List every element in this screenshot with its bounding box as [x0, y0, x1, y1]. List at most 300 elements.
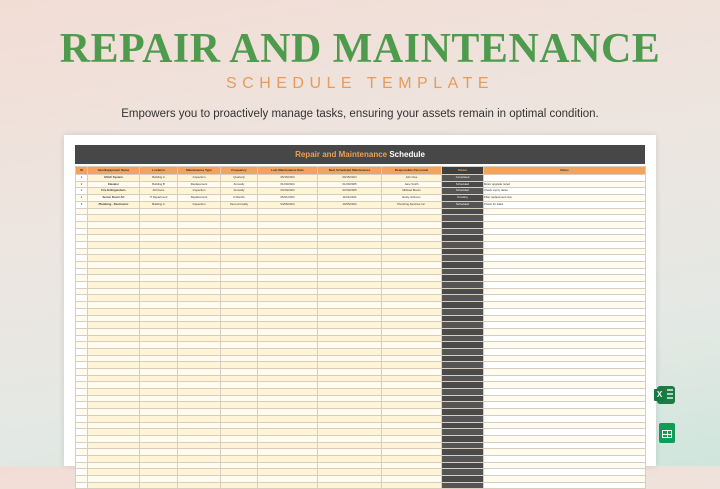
table-cell[interactable]	[221, 442, 258, 449]
table-cell[interactable]	[318, 362, 382, 369]
table-cell[interactable]	[178, 295, 221, 302]
table-cell[interactable]	[76, 442, 88, 449]
table-cell[interactable]	[258, 255, 318, 262]
table-cell[interactable]	[221, 295, 258, 302]
table-cell[interactable]: Check for leaks	[484, 201, 646, 208]
table-cell[interactable]	[140, 275, 178, 282]
table-cell[interactable]	[76, 369, 88, 376]
table-cell[interactable]	[382, 382, 442, 389]
table-cell[interactable]	[258, 402, 318, 409]
table-cell[interactable]	[140, 415, 178, 422]
table-cell[interactable]	[318, 422, 382, 429]
table-cell[interactable]	[258, 235, 318, 242]
table-cell[interactable]	[382, 442, 442, 449]
table-cell[interactable]	[76, 295, 88, 302]
table-cell[interactable]	[76, 389, 88, 396]
table-cell[interactable]	[140, 375, 178, 382]
table-cell[interactable]	[442, 355, 484, 362]
table-cell[interactable]	[484, 455, 646, 462]
table-cell[interactable]	[76, 469, 88, 476]
table-cell[interactable]	[382, 328, 442, 335]
table-cell[interactable]	[318, 348, 382, 355]
table-cell[interactable]	[442, 235, 484, 242]
table-cell[interactable]	[140, 409, 178, 416]
table-cell[interactable]: Semi-Annually	[221, 201, 258, 208]
table-cell[interactable]	[221, 455, 258, 462]
table-cell[interactable]	[382, 355, 442, 362]
table-cell[interactable]	[258, 362, 318, 369]
table-cell[interactable]	[88, 455, 140, 462]
table-cell[interactable]	[442, 389, 484, 396]
table-cell[interactable]	[76, 476, 88, 483]
table-cell[interactable]	[258, 442, 318, 449]
table-cell[interactable]	[221, 469, 258, 476]
table-cell[interactable]	[442, 482, 484, 489]
table-cell[interactable]	[484, 295, 646, 302]
table-cell[interactable]	[484, 482, 646, 489]
table-cell[interactable]	[442, 342, 484, 349]
table-cell[interactable]	[258, 435, 318, 442]
table-cell[interactable]	[88, 262, 140, 269]
table-cell[interactable]	[442, 449, 484, 456]
table-cell[interactable]	[140, 449, 178, 456]
table-cell[interactable]	[258, 455, 318, 462]
table-cell[interactable]	[484, 215, 646, 222]
table-cell[interactable]	[484, 442, 646, 449]
table-cell[interactable]	[140, 402, 178, 409]
table-cell[interactable]	[140, 215, 178, 222]
table-cell[interactable]	[76, 455, 88, 462]
table-cell[interactable]	[140, 221, 178, 228]
table-cell[interactable]	[178, 208, 221, 215]
table-cell[interactable]	[88, 369, 140, 376]
table-cell[interactable]	[76, 435, 88, 442]
table-cell[interactable]: Inspection	[178, 201, 221, 208]
table-cell[interactable]	[484, 235, 646, 242]
table-cell[interactable]: Building C	[140, 201, 178, 208]
table-cell[interactable]	[140, 355, 178, 362]
table-cell[interactable]	[382, 348, 442, 355]
table-cell[interactable]	[76, 382, 88, 389]
table-cell[interactable]: 03/10/2025	[318, 188, 382, 195]
table-cell[interactable]	[442, 308, 484, 315]
table-cell[interactable]	[88, 462, 140, 469]
table-cell[interactable]	[382, 255, 442, 262]
table-cell[interactable]	[178, 275, 221, 282]
table-cell[interactable]	[178, 455, 221, 462]
table-cell[interactable]	[442, 322, 484, 329]
table-cell[interactable]	[484, 308, 646, 315]
table-cell[interactable]	[484, 175, 646, 182]
table-cell[interactable]	[178, 362, 221, 369]
table-cell[interactable]	[178, 469, 221, 476]
table-cell[interactable]	[221, 302, 258, 309]
table-cell[interactable]	[140, 429, 178, 436]
table-cell[interactable]	[140, 302, 178, 309]
table-cell[interactable]	[258, 248, 318, 255]
table-cell[interactable]	[484, 208, 646, 215]
table-cell[interactable]	[178, 268, 221, 275]
table-cell[interactable]	[88, 429, 140, 436]
table-cell[interactable]	[258, 389, 318, 396]
table-cell[interactable]	[258, 262, 318, 269]
table-cell[interactable]	[178, 288, 221, 295]
table-cell[interactable]	[258, 335, 318, 342]
table-cell[interactable]	[442, 442, 484, 449]
table-cell[interactable]	[221, 375, 258, 382]
table-cell[interactable]	[318, 241, 382, 248]
table-cell[interactable]: Quarterly	[221, 175, 258, 182]
table-cell[interactable]	[178, 402, 221, 409]
table-cell[interactable]	[140, 455, 178, 462]
table-cell[interactable]	[178, 255, 221, 262]
table-cell[interactable]	[88, 308, 140, 315]
table-cell[interactable]	[484, 328, 646, 335]
table-cell[interactable]	[258, 208, 318, 215]
table-cell[interactable]	[442, 462, 484, 469]
table-cell[interactable]	[318, 369, 382, 376]
table-cell[interactable]: Michael Brown	[382, 188, 442, 195]
table-cell[interactable]: Elevator	[88, 181, 140, 188]
table-cell[interactable]	[140, 262, 178, 269]
google-sheets-icon[interactable]	[659, 423, 675, 443]
table-cell[interactable]	[382, 455, 442, 462]
table-cell[interactable]	[382, 342, 442, 349]
table-cell[interactable]	[484, 262, 646, 269]
table-cell[interactable]	[258, 415, 318, 422]
table-cell[interactable]	[318, 442, 382, 449]
table-cell[interactable]	[442, 435, 484, 442]
table-cell[interactable]	[442, 268, 484, 275]
table-cell[interactable]: Replacement	[178, 195, 221, 202]
table-cell[interactable]	[140, 322, 178, 329]
table-cell[interactable]	[88, 415, 140, 422]
table-cell[interactable]: 3	[76, 188, 88, 195]
table-cell[interactable]	[178, 409, 221, 416]
table-cell[interactable]	[382, 429, 442, 436]
table-cell[interactable]	[258, 315, 318, 322]
table-cell[interactable]	[76, 255, 88, 262]
table-cell[interactable]	[221, 315, 258, 322]
table-cell[interactable]	[76, 228, 88, 235]
table-cell[interactable]	[382, 288, 442, 295]
table-cell[interactable]: 06/15/2024	[258, 175, 318, 182]
table-cell[interactable]	[382, 362, 442, 369]
table-cell[interactable]	[484, 449, 646, 456]
table-cell[interactable]	[140, 335, 178, 342]
table-cell[interactable]	[88, 215, 140, 222]
table-cell[interactable]: Building B	[140, 181, 178, 188]
table-cell[interactable]: Replacement	[178, 181, 221, 188]
table-cell[interactable]	[88, 328, 140, 335]
table-cell[interactable]	[318, 375, 382, 382]
table-cell[interactable]	[221, 221, 258, 228]
table-cell[interactable]	[258, 476, 318, 483]
table-cell[interactable]	[382, 208, 442, 215]
table-cell[interactable]	[382, 476, 442, 483]
table-cell[interactable]	[484, 476, 646, 483]
table-cell[interactable]	[442, 228, 484, 235]
table-cell[interactable]	[221, 369, 258, 376]
table-cell[interactable]	[318, 435, 382, 442]
table-cell[interactable]	[484, 221, 646, 228]
table-cell[interactable]	[140, 469, 178, 476]
table-cell[interactable]	[484, 375, 646, 382]
table-cell[interactable]	[88, 355, 140, 362]
table-cell[interactable]	[178, 302, 221, 309]
table-cell[interactable]	[258, 382, 318, 389]
table-cell[interactable]	[178, 442, 221, 449]
table-cell[interactable]	[442, 335, 484, 342]
table-cell[interactable]	[258, 429, 318, 436]
table-cell[interactable]	[88, 382, 140, 389]
table-cell[interactable]	[258, 348, 318, 355]
table-cell[interactable]	[258, 288, 318, 295]
table-cell[interactable]	[442, 395, 484, 402]
table-cell[interactable]	[442, 255, 484, 262]
table-cell[interactable]	[140, 268, 178, 275]
table-cell[interactable]	[76, 275, 88, 282]
table-cell[interactable]	[318, 315, 382, 322]
table-cell[interactable]	[382, 275, 442, 282]
table-cell[interactable]: 2	[76, 181, 88, 188]
table-cell[interactable]	[382, 241, 442, 248]
table-cell[interactable]	[382, 228, 442, 235]
table-cell[interactable]: 6 Months	[221, 195, 258, 202]
table-cell[interactable]	[484, 315, 646, 322]
table-cell[interactable]	[442, 295, 484, 302]
table-cell[interactable]: IT Department	[140, 195, 178, 202]
table-cell[interactable]	[258, 469, 318, 476]
table-cell[interactable]	[318, 482, 382, 489]
table-cell[interactable]	[258, 268, 318, 275]
table-cell[interactable]	[318, 295, 382, 302]
table-cell[interactable]	[484, 409, 646, 416]
table-cell[interactable]	[484, 302, 646, 309]
table-cell[interactable]	[484, 322, 646, 329]
table-cell[interactable]	[88, 288, 140, 295]
table-cell[interactable]	[140, 255, 178, 262]
table-cell[interactable]	[318, 355, 382, 362]
table-cell[interactable]	[442, 262, 484, 269]
table-cell[interactable]	[76, 328, 88, 335]
table-cell[interactable]	[484, 241, 646, 248]
table-cell[interactable]	[258, 322, 318, 329]
table-cell[interactable]	[221, 415, 258, 422]
table-cell[interactable]	[140, 389, 178, 396]
table-cell[interactable]	[318, 328, 382, 335]
table-cell[interactable]	[221, 282, 258, 289]
table-cell[interactable]	[318, 402, 382, 409]
table-cell[interactable]	[178, 375, 221, 382]
table-cell[interactable]	[382, 375, 442, 382]
table-cell[interactable]	[318, 215, 382, 222]
table-cell[interactable]	[76, 449, 88, 456]
table-cell[interactable]	[76, 415, 88, 422]
table-cell[interactable]	[221, 215, 258, 222]
table-cell[interactable]: 04/05/2024	[258, 201, 318, 208]
table-cell[interactable]	[382, 469, 442, 476]
table-cell[interactable]	[76, 241, 88, 248]
table-cell[interactable]	[221, 476, 258, 483]
table-cell[interactable]	[442, 369, 484, 376]
table-cell[interactable]	[140, 282, 178, 289]
table-cell[interactable]	[76, 348, 88, 355]
table-cell[interactable]	[258, 449, 318, 456]
table-cell[interactable]	[88, 409, 140, 416]
table-cell[interactable]	[484, 255, 646, 262]
table-cell[interactable]	[221, 449, 258, 456]
table-cell[interactable]	[76, 308, 88, 315]
table-cell[interactable]	[442, 415, 484, 422]
table-cell[interactable]	[88, 322, 140, 329]
table-cell[interactable]	[442, 476, 484, 483]
table-cell[interactable]	[258, 295, 318, 302]
table-cell[interactable]	[221, 241, 258, 248]
table-cell[interactable]	[484, 288, 646, 295]
table-cell[interactable]	[178, 248, 221, 255]
table-cell[interactable]	[258, 282, 318, 289]
table-cell[interactable]	[221, 382, 258, 389]
table-cell[interactable]	[140, 328, 178, 335]
table-cell[interactable]	[88, 268, 140, 275]
table-cell[interactable]: Pending	[442, 195, 484, 202]
table-cell[interactable]	[178, 369, 221, 376]
table-cell[interactable]	[88, 482, 140, 489]
table-cell[interactable]	[178, 382, 221, 389]
table-cell[interactable]	[76, 362, 88, 369]
table-cell[interactable]: Emily Johnson	[382, 195, 442, 202]
table-cell[interactable]	[258, 342, 318, 349]
table-cell[interactable]: Fire Extinguishers	[88, 188, 140, 195]
table-cell[interactable]	[382, 315, 442, 322]
table-cell[interactable]	[140, 248, 178, 255]
table-cell[interactable]	[76, 262, 88, 269]
table-cell[interactable]	[442, 362, 484, 369]
table-cell[interactable]	[76, 395, 88, 402]
table-cell[interactable]	[318, 235, 382, 242]
table-cell[interactable]	[76, 355, 88, 362]
table-cell[interactable]	[258, 328, 318, 335]
table-cell[interactable]	[442, 402, 484, 409]
table-cell[interactable]	[382, 389, 442, 396]
table-cell[interactable]	[318, 429, 382, 436]
table-cell[interactable]	[221, 328, 258, 335]
table-cell[interactable]: Filter replacement due	[484, 195, 646, 202]
table-cell[interactable]: 1	[76, 175, 88, 182]
table-cell[interactable]	[258, 409, 318, 416]
table-cell[interactable]: HVAC System	[88, 175, 140, 182]
table-cell[interactable]	[484, 389, 646, 396]
table-cell[interactable]	[140, 288, 178, 295]
table-cell[interactable]	[140, 228, 178, 235]
table-cell[interactable]	[258, 241, 318, 248]
table-cell[interactable]	[382, 415, 442, 422]
table-cell[interactable]	[76, 315, 88, 322]
table-cell[interactable]	[76, 268, 88, 275]
table-cell[interactable]	[318, 409, 382, 416]
table-cell[interactable]	[221, 395, 258, 402]
table-cell[interactable]	[76, 322, 88, 329]
table-cell[interactable]	[484, 362, 646, 369]
table-cell[interactable]	[88, 469, 140, 476]
table-cell[interactable]	[140, 295, 178, 302]
table-cell[interactable]	[258, 375, 318, 382]
table-cell[interactable]	[318, 262, 382, 269]
table-cell[interactable]	[178, 482, 221, 489]
table-cell[interactable]	[221, 262, 258, 269]
table-cell[interactable]	[221, 235, 258, 242]
excel-icon[interactable]	[657, 386, 675, 404]
table-cell[interactable]	[442, 275, 484, 282]
table-cell[interactable]	[318, 255, 382, 262]
table-cell[interactable]	[484, 268, 646, 275]
table-cell[interactable]	[442, 409, 484, 416]
table-cell[interactable]	[178, 328, 221, 335]
table-cell[interactable]: Inspection	[178, 175, 221, 182]
table-cell[interactable]	[442, 455, 484, 462]
table-cell[interactable]	[318, 389, 382, 396]
table-cell[interactable]: All Floors	[140, 188, 178, 195]
table-cell[interactable]	[140, 241, 178, 248]
table-cell[interactable]: Jane Smith	[382, 181, 442, 188]
table-cell[interactable]	[140, 208, 178, 215]
table-cell[interactable]	[221, 482, 258, 489]
table-cell[interactable]	[88, 255, 140, 262]
table-cell[interactable]	[221, 402, 258, 409]
table-cell[interactable]	[140, 435, 178, 442]
table-cell[interactable]: Inspection	[178, 188, 221, 195]
table-cell[interactable]	[484, 248, 646, 255]
table-cell[interactable]: John Doe	[382, 175, 442, 182]
table-cell[interactable]	[140, 308, 178, 315]
table-cell[interactable]	[178, 476, 221, 483]
table-cell[interactable]	[221, 288, 258, 295]
table-cell[interactable]	[221, 255, 258, 262]
table-cell[interactable]	[318, 221, 382, 228]
table-cell[interactable]	[140, 476, 178, 483]
table-cell[interactable]	[382, 268, 442, 275]
table-cell[interactable]	[178, 395, 221, 402]
table-cell[interactable]	[442, 315, 484, 322]
table-cell[interactable]	[442, 215, 484, 222]
table-cell[interactable]	[76, 208, 88, 215]
table-cell[interactable]	[140, 342, 178, 349]
table-cell[interactable]	[178, 335, 221, 342]
table-cell[interactable]	[76, 282, 88, 289]
table-cell[interactable]	[221, 362, 258, 369]
table-cell[interactable]	[318, 308, 382, 315]
table-cell[interactable]	[88, 442, 140, 449]
table-cell[interactable]	[442, 382, 484, 389]
table-cell[interactable]	[484, 415, 646, 422]
table-cell[interactable]	[258, 395, 318, 402]
table-cell[interactable]	[382, 221, 442, 228]
table-cell[interactable]	[221, 275, 258, 282]
table-cell[interactable]	[382, 235, 442, 242]
table-cell[interactable]	[88, 221, 140, 228]
table-cell[interactable]	[484, 422, 646, 429]
table-cell[interactable]	[76, 375, 88, 382]
table-cell[interactable]	[178, 348, 221, 355]
table-cell[interactable]	[140, 482, 178, 489]
table-cell[interactable]	[178, 282, 221, 289]
table-cell[interactable]	[258, 221, 318, 228]
table-cell[interactable]	[484, 228, 646, 235]
table-cell[interactable]	[382, 482, 442, 489]
table-cell[interactable]	[484, 429, 646, 436]
table-cell[interactable]	[442, 241, 484, 248]
